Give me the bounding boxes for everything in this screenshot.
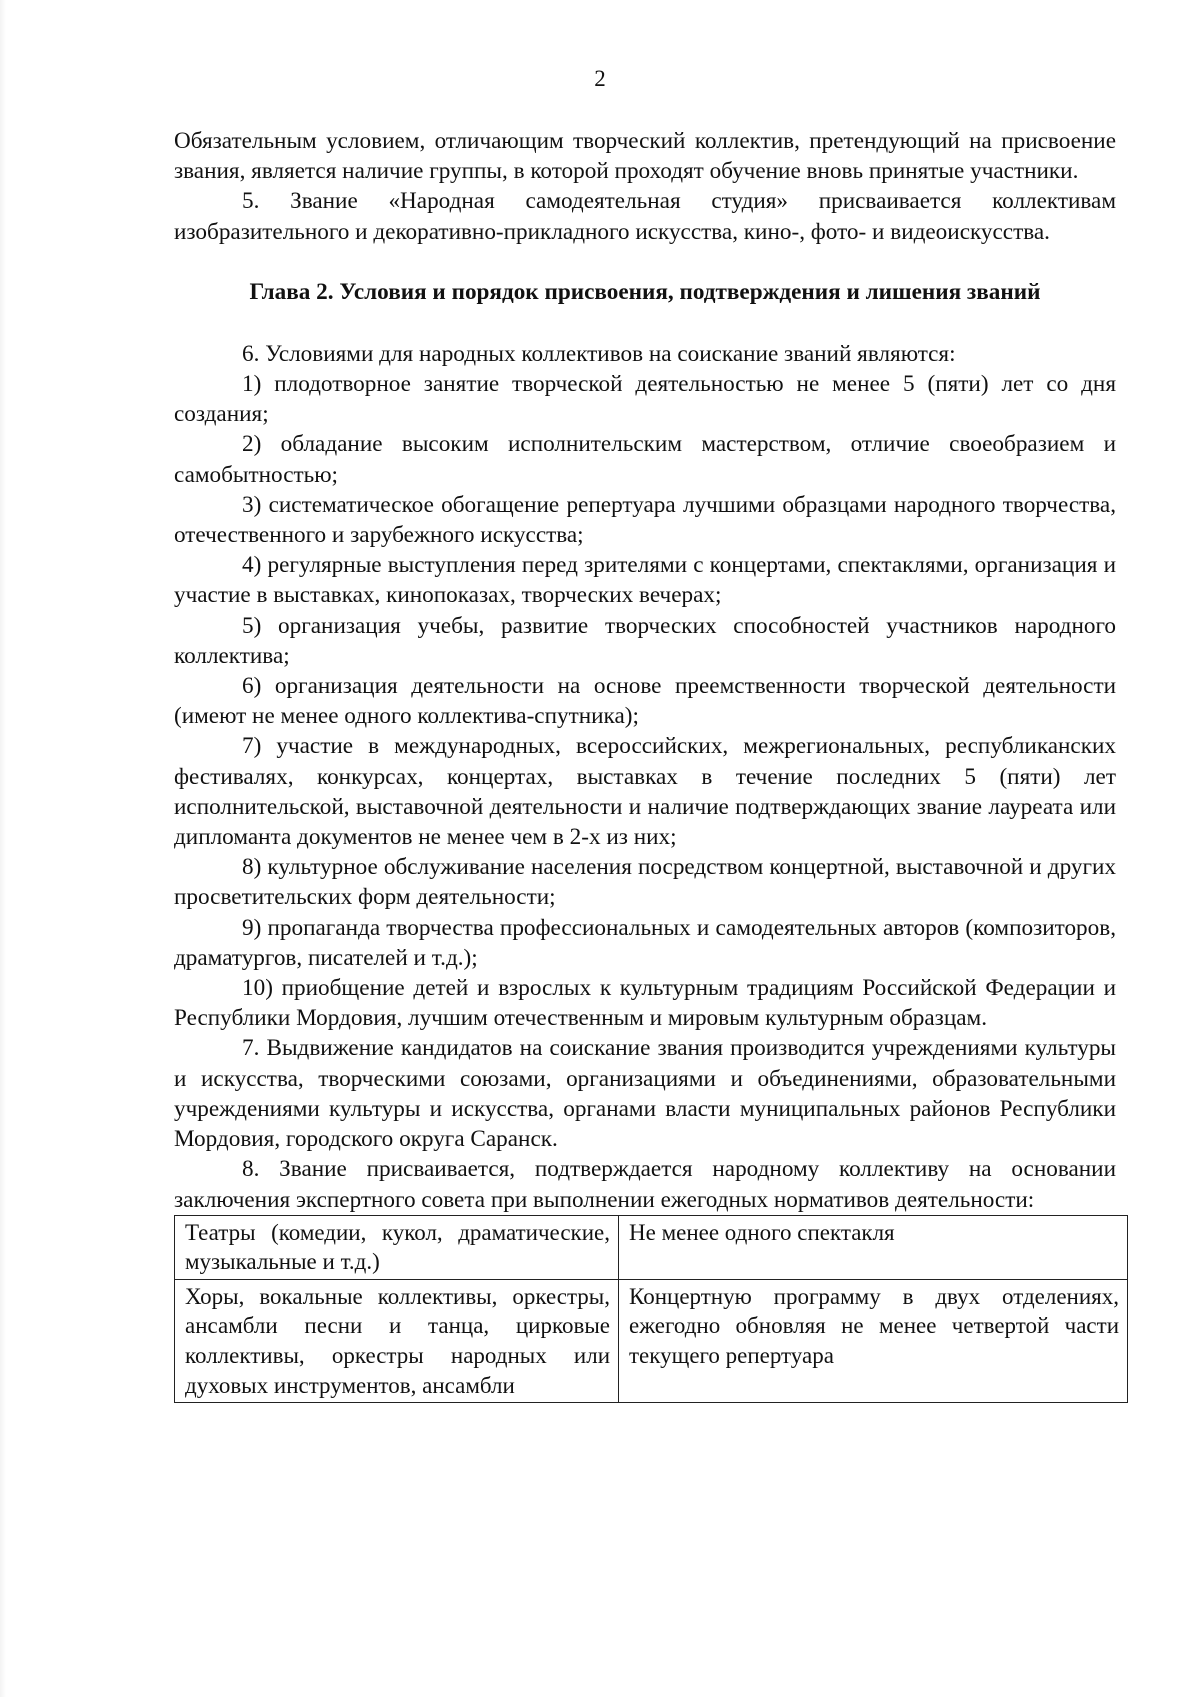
condition-item: 2) обладание высоким исполнительским мастерством, отличие своеобразием и самобытностью; [174,431,1116,488]
condition-item: 10) приобщение детей и взрослых к культурным традициям Российской Федерации и Республики Мордовия, лучшим отечественным и мировым культурным образцам. [174,975,1116,1032]
page-number: 2 [594,66,606,91]
condition-item: 6) организация деятельности на основе преемственности творческой деятельности (имеют не менее одного коллектива-спутника); [174,673,1116,730]
paragraph-6-intro: 6. Условиями для народных коллективов на соискание званий являются: [242,340,956,367]
paragraph-8-award-basis: 8. Звание присваивается, подтверждается народному коллективу на основании заключения экспертного совета при выполнении ежегодных нормативов деятельности: [174,1156,1116,1213]
document-body [174,126,1119,1403]
condition-item: 7) участие в международных, всероссийских, межрегиональных, республиканских фестивалях, конкурсах, концертах, выставках в течение последних 5 (пяти) лет исполнительской, выставочной деятельности и наличие подтверждающих звание лауреата или дипломанта документов не менее чем в 2-х из них; [174,733,1116,851]
chapter-title: Глава 2. Условия и порядок присвоения, подтверждения и лишения званий [249,278,1041,305]
annual-norm-cell: Не менее одного спектакля [619,1215,1128,1279]
annual-norms-table [174,1215,1128,1404]
collective-type-cell: Театры (комедии, кукол, драматические, музыкальные и т.д.) [175,1215,619,1279]
table-row [175,1215,1128,1279]
condition-item: 4) регулярные выступления перед зрителями с концертами, спектаклями, организация и участие в выставках, кинопоказах, творческих вечерах; [174,552,1116,609]
paragraph-7-nomination: 7. Выдвижение кандидатов на соискание звания производится учреждениями культуры и искусства, творческими союзами, организациями и объединениями, образовательными учреждениями культуры и искусства, органами власти муниципальных районов Республики Мордовия, городского округа Саранск. [174,1035,1116,1153]
condition-item: 5) организация учебы, развитие творческих способностей участников народного коллектива; [174,612,1116,669]
paragraph-group-requirement: Обязательным условием, отличающим творческий коллектив, претендующий на присвоение звания, является наличие группы, в которой проходят обучение вновь принятые участники. [174,128,1116,185]
collective-type-cell: Хоры, вокальные коллективы, оркестры, ансамбли песни и танца, цирковые коллективы, оркестры народных или духовых инструментов, ансамбли [175,1279,619,1402]
paragraph-5-studio-title: 5. Звание «Народная самодеятельная студия» присваивается коллективам изобразительного и декоративно-прикладного искусства, кино-, фото- и видеоискусства. [174,188,1116,245]
condition-item: 1) плодотворное занятие творческой деятельностью не менее 5 (пяти) лет со дня создания; [174,371,1116,428]
condition-item: 3) систематическое обогащение репертуара лучшими образцами народного творчества, отечественного и зарубежного искусства; [174,491,1116,549]
table-row [175,1279,1128,1402]
annual-norm-cell: Концертную программу в двух отделениях, ежегодно обновляя не менее четвертой части текущего репертуара [619,1279,1128,1402]
condition-item: 8) культурное обслуживание населения посредством концертной, выставочной и других просветительских форм деятельности; [174,854,1116,911]
scan-shadow [0,0,6,1697]
condition-item: 9) пропаганда творчества профессиональных и самодеятельных авторов (композиторов, драматургов, писателей и т.д.); [174,914,1116,971]
